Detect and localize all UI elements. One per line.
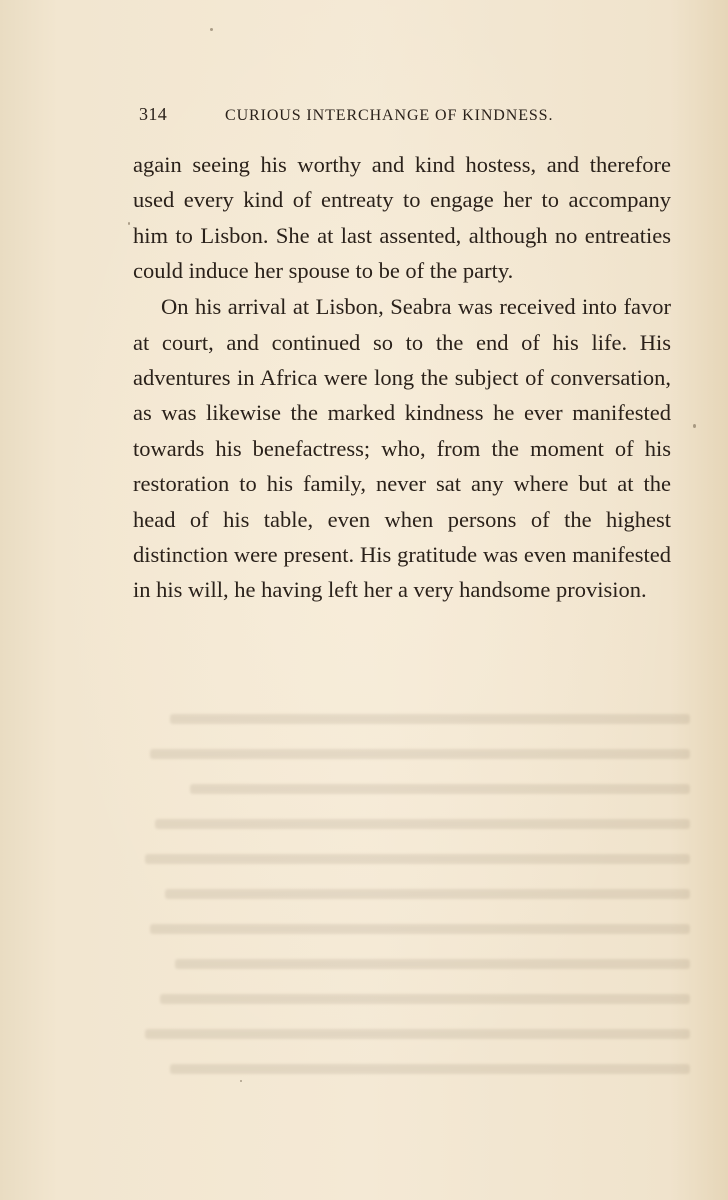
paragraph: again seeing his worthy and kind hostess, and therefore used every kind of entreaty to engage her to accompany him to Lisbon. She at last assented, although no entreaties could induce her spouse to be of the party. [133, 152, 671, 284]
body-text [133, 147, 671, 608]
show-through-reverse-text [130, 700, 690, 1120]
page-number: 314 [139, 104, 168, 124]
paper-speck [128, 222, 130, 225]
paper-speck [240, 1080, 242, 1082]
running-title: CURIOUS INTERCHANGE OF KINDNESS. [225, 107, 554, 124]
running-head [139, 104, 578, 128]
paper-speck [210, 28, 213, 31]
paper-speck [693, 424, 696, 428]
paragraph: On his arrival at Lisbon, Seabra was received into favor at court, and continued so to the end of his life. His adventures in Africa were long the subject of conversation, as was likewise the marked kindness he ever manifested towards his benefactress; who, from the moment of his restoration to his family, never sat any where but at the head of his table, even when persons of the highest distinction were present. His gratitude was even manifested in his will, he having left her a very handsome provision. [133, 294, 671, 603]
